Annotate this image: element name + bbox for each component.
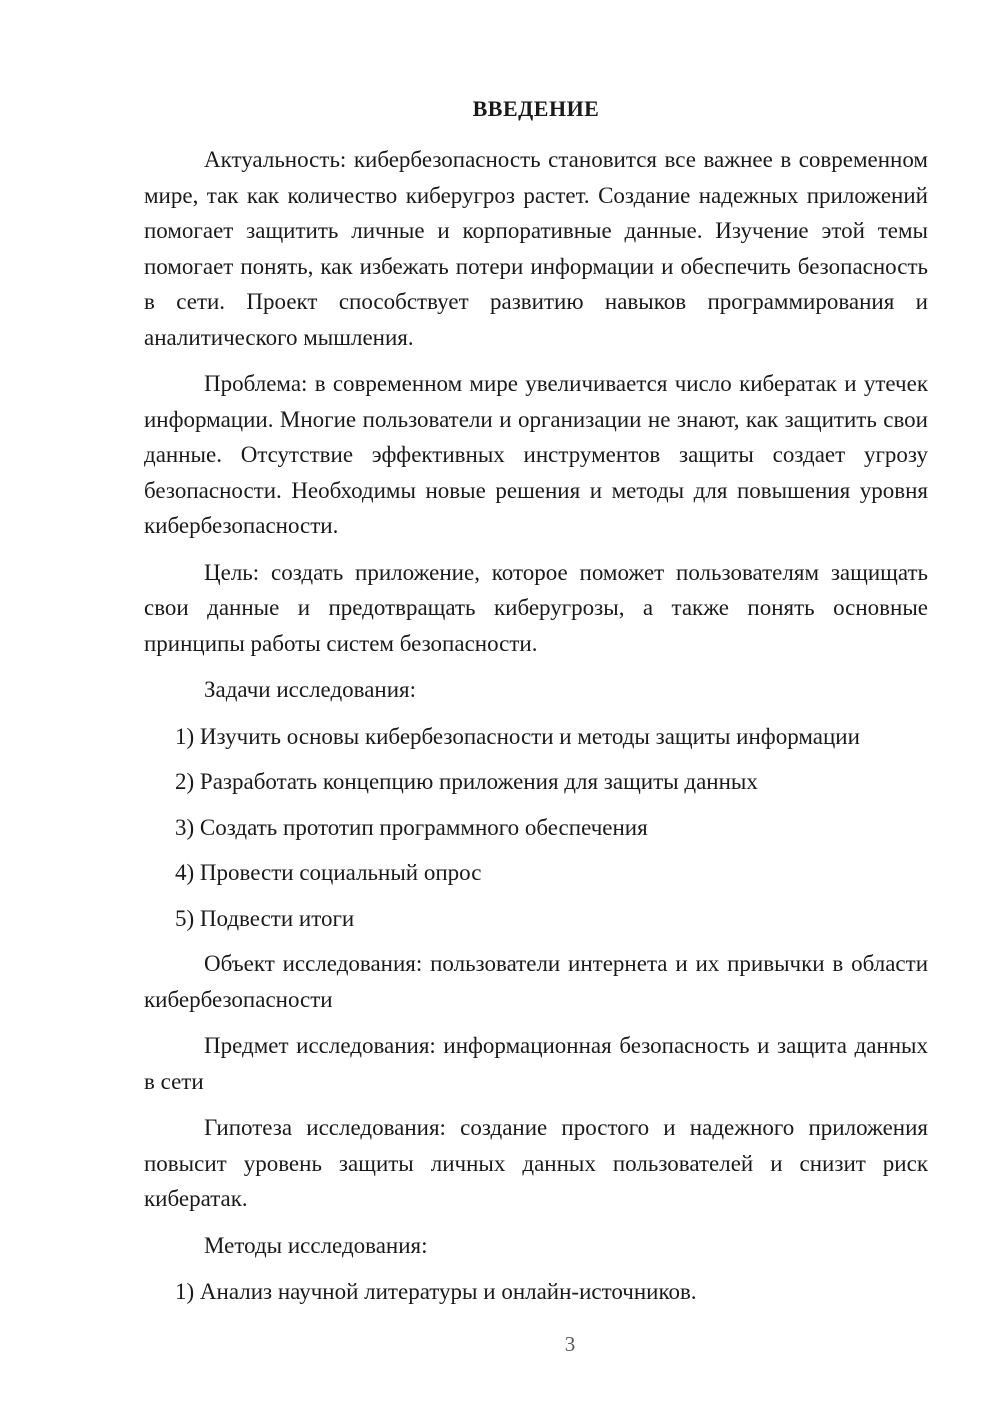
problem-paragraph: Проблема: в современном мире увеличивается число кибератак и утечек информации. Многие пользователи и организации не знают, как защитить свои данные. Отсутствие эффективных инструментов защиты создает угрозу безопасности. Необходимы новые решения и методы для повышения уровня кибербезопасности. xyxy=(144,371,928,538)
tasks-heading: Задачи исследования: xyxy=(204,677,417,702)
methods-list xyxy=(144,1274,928,1310)
list-item: 3) Создать прототип программного обеспечения xyxy=(175,814,648,840)
list-item: 1) Анализ научной литературы и онлайн-источников. xyxy=(175,1279,697,1304)
goal-paragraph: Цель: создать приложение, которое поможет пользователям защищать свои данные и предотвращать киберугрозы, а также понять основные принципы работы систем безопасности. xyxy=(144,559,928,656)
hypothesis-paragraph: Гипотеза исследования: создание простого и надежного приложения повысит уровень защиты личных данных пользователей и снизит риск кибератак. xyxy=(144,1115,928,1211)
tasks-list xyxy=(144,719,928,937)
methods-heading: Методы исследования: xyxy=(204,1232,428,1258)
subject-paragraph: Предмет исследования: информационная безопасность и защита данных в сети xyxy=(144,1033,928,1094)
relevance-paragraph: Актуальность: кибербезопасность становится все важнее в современном мире, так как количество киберугроз растет. Создание надежных приложений помогает защитить личные и корпоративные данные. Изучение этой темы помогает понять, как избежать потери информации и обеспечить безопасность в сети. Проект способствует развитию навыков программирования и аналитического мышления. xyxy=(144,147,928,350)
section-title: ВВЕДЕНИЕ xyxy=(472,96,600,121)
page-content xyxy=(144,94,928,1320)
list-item: 2) Разработать концепцию приложения для защиты данных xyxy=(175,769,758,794)
list-item: 1) Изучить основы кибербезопасности и методы защиты информации xyxy=(175,723,860,749)
list-item: 4) Провести социальный опрос xyxy=(175,860,482,885)
object-paragraph: Объект исследования: пользователи интернета и их привычки в области кибербезопасности xyxy=(144,951,928,1012)
page-number: 3 xyxy=(564,1332,576,1356)
list-item: 5) Подвести итоги xyxy=(175,905,355,931)
